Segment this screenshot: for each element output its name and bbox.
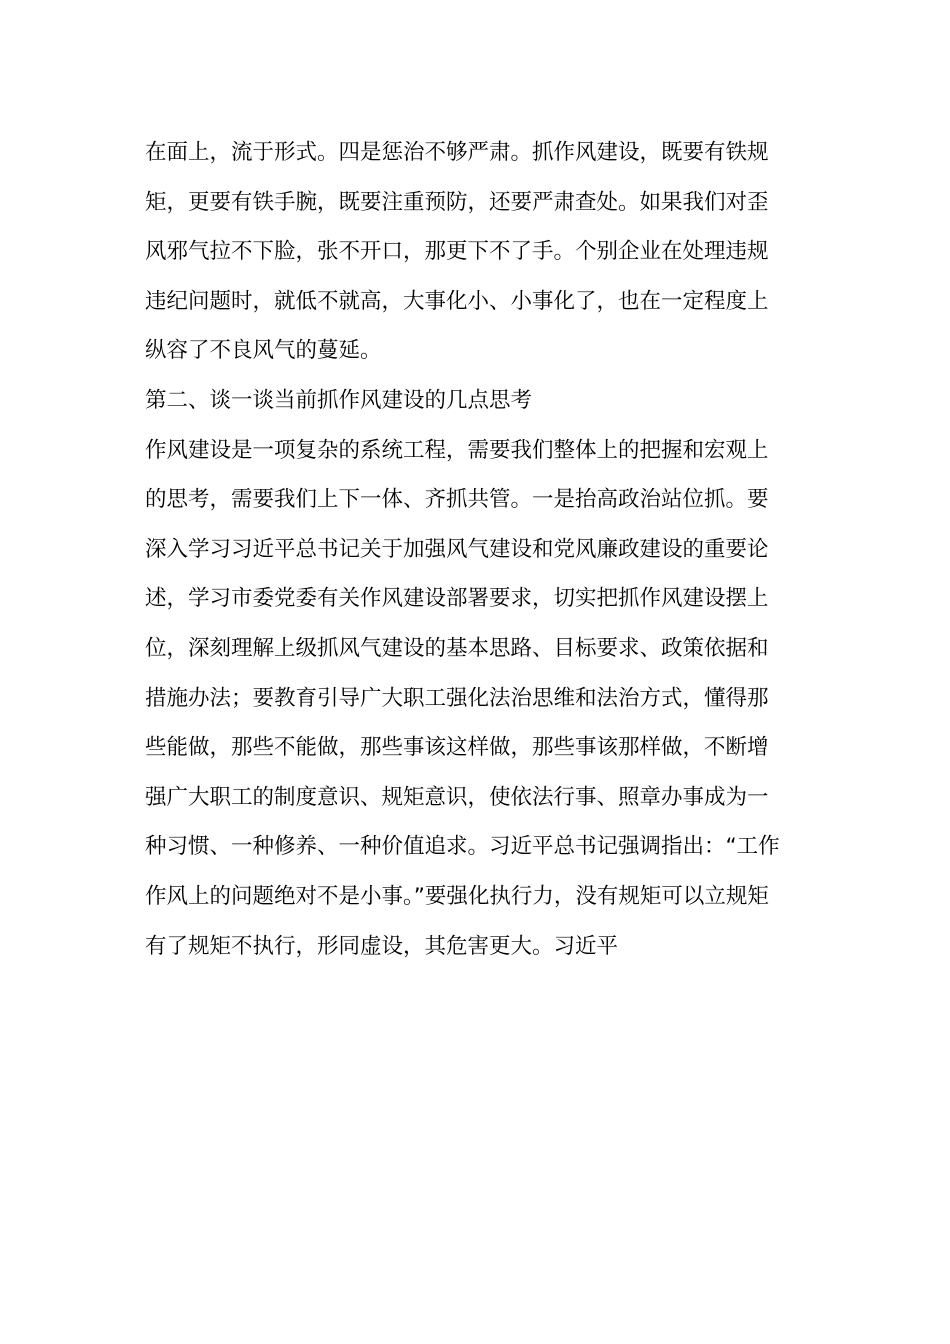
- text-line: 种习惯、一种修养、一种价值追求。习近平总书记强调指出：“工作: [145, 834, 780, 860]
- text-line: 强广大职工的制度意识、规矩意识，使依法行事、照章办事成为一: [145, 784, 769, 810]
- text-line: 有了规矩不执行，形同虚设，其危害更大。习近平: [145, 933, 619, 959]
- text-line: 位，深刻理解上级抓风气建设的基本思路、目标要求、政策依据和: [145, 635, 769, 661]
- section-heading: 第二、谈一谈当前抓作风建设的几点思考: [145, 387, 533, 413]
- text-line: 纵容了不良风气的蔓延。: [145, 338, 382, 364]
- text-line: 违纪问题时，就低不就高，大事化小、小事化了，也在一定程度上: [145, 288, 769, 314]
- text-line: 的思考，需要我们上下一体、齐抓共管。一是抬高政治站位抓。要: [145, 487, 769, 513]
- text-line: 深入学习习近平总书记关于加强风气建设和党风廉政建设的重要论: [145, 536, 769, 562]
- text-line: 措施办法；要教育引导广大职工强化法治思维和法治方式，懂得那: [145, 685, 769, 711]
- text-line: 述，学习市委党委有关作风建设部署要求，切实把抓作风建设摆上: [145, 586, 769, 612]
- text-line: 矩，更要有铁手腕，既要注重预防，还要严肃查处。如果我们对歪: [145, 189, 769, 215]
- text-line: 作风建设是一项复杂的系统工程，需要我们整体上的把握和宏观上: [145, 437, 769, 463]
- text-line: 作风上的问题绝对不是小事。”要强化执行力，没有规矩可以立规矩: [145, 883, 769, 909]
- body-text: [145, 128, 815, 971]
- text-line: 在面上，流于形式。四是惩治不够严肃。抓作风建设，既要有铁规: [145, 140, 769, 165]
- text-line: 风邪气拉不下脸，张不开口，那更下不了手。个别企业在处理违规: [145, 239, 769, 265]
- text-line: 些能做，那些不能做，那些事该这样做，那些事该那样做，不断增: [145, 735, 769, 761]
